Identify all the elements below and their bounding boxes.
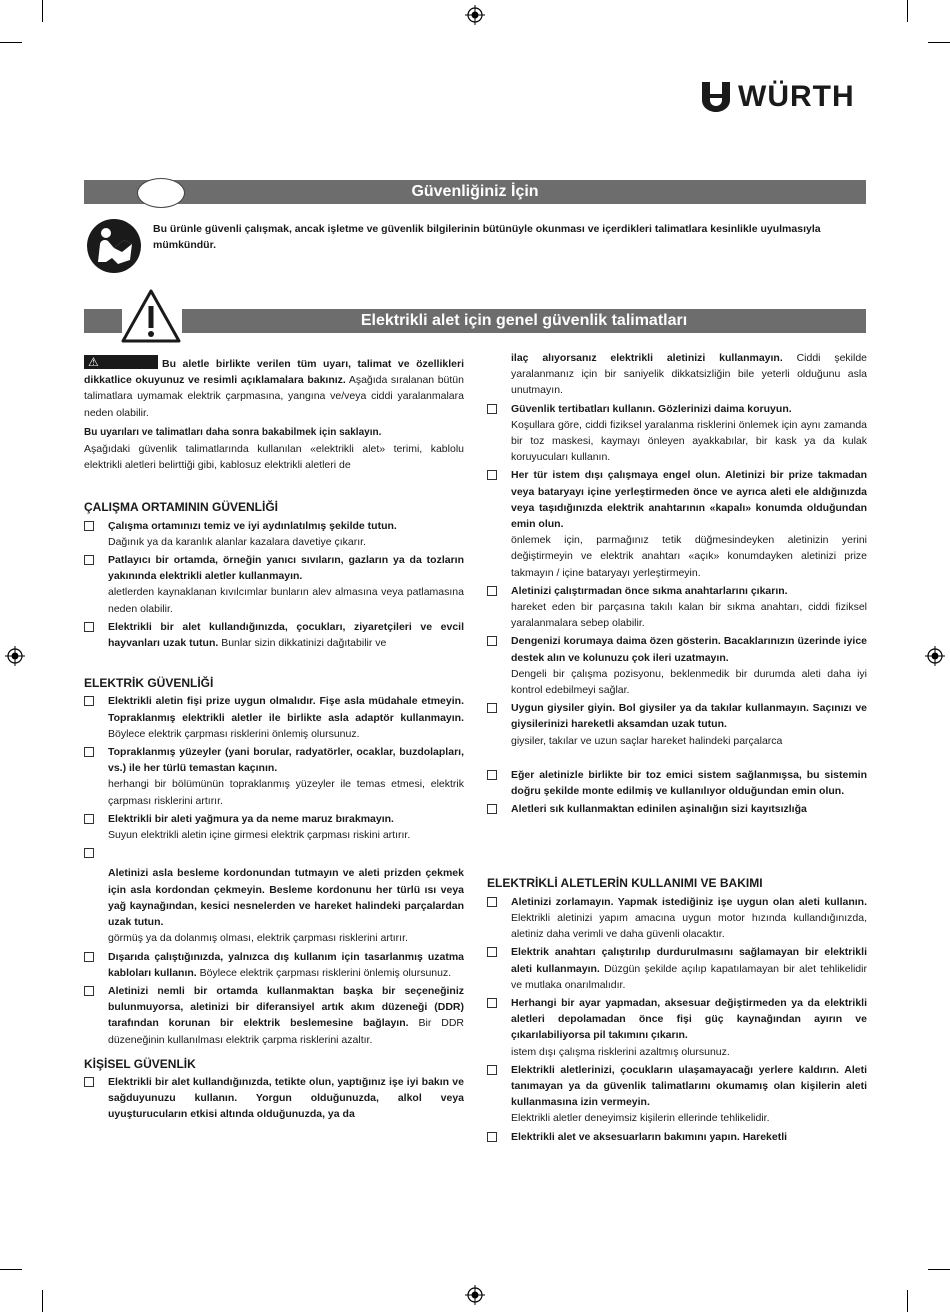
heading-tool-use: ELEKTRİKLİ ALETLERİN KULLANIMI VE BAKIMI <box>487 876 763 891</box>
item-bold: Güvenlik tertibatları kullanın. Gözlerinizi daima koruyun. <box>511 402 792 415</box>
section-header-title: Güvenliğiniz İçin <box>411 183 539 200</box>
item-text: Böylece elektrik çarpması risklerini önlemiş olursunuz. <box>108 727 360 740</box>
crop-mark <box>907 1290 908 1312</box>
item-bold: Elektrik anahtarı çalıştırılıp durdurulmasını sağlamayan bir elektrikli aleti kullanmayın. <box>511 946 867 975</box>
item-bold: Uygun giysiler giyin. Bol giysiler ya da takılar kullanmayın. Saçınızı ve giysilerinizi hareketli aksamdan uzak tutun. <box>511 702 867 731</box>
list-item <box>84 518 464 550</box>
item-bold: Elektrikli aletlerinizi, çocukların ulaşamayacağı yerlere kaldırın. Aleti tanımayan ya da güvenlik talimatlarını okumamış olan kişilerin aleti kullanmasına izin vermeyin. <box>511 1063 867 1109</box>
checkbox-icon <box>487 998 497 1008</box>
registration-mark-icon <box>5 646 25 666</box>
list-item <box>84 983 464 1048</box>
checkbox-icon <box>84 622 94 632</box>
list-item <box>487 1062 867 1127</box>
list-item <box>487 401 867 466</box>
checkbox-icon <box>84 848 94 858</box>
read-manual-icon <box>86 218 142 274</box>
list-item <box>487 944 867 993</box>
checkbox-icon <box>487 1065 497 1075</box>
list-item <box>84 811 464 843</box>
checkbox-icon <box>84 814 94 824</box>
item-text: aletlerden kaynaklanan kıvılcımlar bunların alev almasına veya patlamasına neden olabilir. <box>108 586 464 615</box>
item-bold: Dışarıda çalıştığınızda, yalnızca dış kullanım için tasarlanmış uzatma kabloları kullanın. <box>108 950 464 979</box>
section-header-bar <box>84 180 866 204</box>
checkbox-icon <box>487 703 497 713</box>
item-text: Bunlar sizin dikkatinizi dağıtabilir ve <box>221 637 387 650</box>
warning-badge-icon: ⚠ <box>88 355 99 369</box>
item-text: Bir DDR düzeneğinin kullanılması elektrik çarpma risklerini azaltır. <box>108 1017 465 1046</box>
list-item <box>84 744 464 809</box>
item-bold: Elektrikli bir aleti yağmura ya da neme maruz bırakmayın. <box>108 812 394 825</box>
list-item <box>487 583 867 632</box>
checkbox-icon <box>487 470 497 480</box>
right-column <box>487 350 867 1145</box>
item-text: herhangi bir bölümünün topraklanmış yüzeyler ile temas etmesi, elektrik çarpması risklerini artırır. <box>108 778 464 807</box>
checkbox-icon <box>487 1132 497 1142</box>
list-item <box>487 467 867 580</box>
item-text: Koşullara göre, ciddi fiziksel yaralanma risklerini önlemek için aynı zamanda bir toz maskesi, kaymayı önleyen ayakkabılar, bir kask ya da kulak koruyucuları kullanın. <box>511 418 867 464</box>
crop-mark <box>907 0 908 22</box>
crop-mark <box>0 42 22 43</box>
crop-mark <box>0 1269 22 1270</box>
item-text: Elektrikli aletinizi yapım amacına uygun motor hızında kullandığınızda, aletiniz daha verimli ve daha güvenli olacaktır. <box>511 911 867 941</box>
list-item <box>487 1129 867 1145</box>
wurth-logo <box>700 80 855 114</box>
list-item <box>487 633 867 698</box>
checkbox-icon <box>84 952 94 962</box>
checkbox-icon <box>84 521 94 531</box>
item-text: Düzgün şekilde açılıp kapatılamayan bir alet tehlikelidir ve mutlaka onarılmalıdır. <box>511 962 867 991</box>
intro-text: Bu ürünle güvenli çalışmak, ancak işletme ve güvenlik bilgilerinin bütünüyle okunması ve içerdikleri talimatlara kesinlikle uyulmasıyla mümkündür. <box>153 223 821 251</box>
continued-item <box>487 350 867 399</box>
item-text: hareket eden bir parçasına takılı kalan bir sıkma anahtarı, ciddi fiziksel yaralanmalara sebep olabilir. <box>511 601 867 630</box>
heading-electrical-safety: ELEKTRİK GÜVENLİĞİ <box>84 676 214 691</box>
list-item <box>487 801 867 817</box>
item-bold: Patlayıcı bir ortamda, örneğin yanıcı sıvıların, gazların ya da tozların yakınında elektrikli aletler kullanmayın. <box>108 554 464 583</box>
heading-personal-safety: KİŞİSEL GÜVENLİK <box>84 1056 196 1071</box>
item-bold: Aletinizi asla besleme kordonundan tutmayın ve aleti prizden çekmek için asla kordondan çekmeyin. Besleme kordonunu her türlü ısı veya yağ kaynağından, kesici nesnelerden ve hareket halindeki parçalardan uzak tutun. <box>108 867 464 929</box>
checkbox-icon <box>487 804 497 814</box>
keep-text: Aşağıdaki güvenlik talimatlarında kullanılan «elektrikli alet» terimi, kablolu elektrikli aletleri belirttiği gibi, kablosuz elektrikli aletleri de <box>84 443 464 472</box>
warning-badge <box>84 355 158 369</box>
list-item <box>84 619 464 651</box>
checkbox-icon <box>487 770 497 780</box>
item-bold: Dengenizi korumaya daima özen gösterin. Bacaklarınızın üzerinde iyice destek alın ve kolunuzu çok ileri uzatmayın. <box>511 635 867 664</box>
list-item <box>487 995 867 1060</box>
item-bold: Aletleri sık kullanmaktan edinilen aşinalığın sizi kayıtsızlığa <box>511 803 807 816</box>
list-item <box>84 693 464 742</box>
item-text: görmüş ya da dolanmış olması, elektrik çarpması risklerini artırır. <box>108 932 408 945</box>
checkbox-icon <box>487 636 497 646</box>
item-text: giysiler, takılar ve uzun saçlar hareket halindeki parçalarca <box>511 734 783 747</box>
checkbox-icon <box>84 696 94 706</box>
keep-instructions: Bu uyarıları ve talimatları daha sonra bakabilmek için saklayın. <box>84 426 382 438</box>
list-item <box>84 949 464 981</box>
item-bold: Aletinizi nemli bir ortamda kullanmaktan başka bir seçeneğiniz bulunmuyorsa, aletinizi bir diferansiyel artık akım düzeneği (DDR) tarafından korunan bir elektrik beslemesine bağlayın. <box>108 984 464 1030</box>
item-text: Elektrikli aletler deneyimsiz kişilerin ellerinde tehlikelidir. <box>511 1112 770 1125</box>
section-title: Elektrikli alet için genel güvenlik talimatları <box>360 312 688 329</box>
section-title-bar <box>182 309 866 333</box>
registration-mark-icon <box>465 1285 485 1305</box>
item-bold: ilaç alıyorsanız elektrikli aletinizi kullanmayın. <box>511 352 783 364</box>
item-text: Dengeli bir çalışma pozisyonu, beklenmedik bir durumda aleti daha iyi kontrol edebilmeyi sağlar. <box>511 667 867 697</box>
item-text: Böylece elektrik çarpması risklerini önlemiş olursunuz. <box>199 966 452 979</box>
warning-bold-text: Bu aletle birlikte verilen tüm uyarı, talimat ve özellikleri dikkatlice okuyunuz ve resimli açıklamalara bakınız. <box>84 358 464 387</box>
warning-triangle-icon <box>120 288 182 344</box>
section-title-bar-left <box>84 309 122 333</box>
logo-text: WÜRTH <box>738 80 855 113</box>
registration-mark-icon <box>465 5 485 25</box>
crop-mark <box>928 1269 950 1270</box>
checkbox-icon <box>84 986 94 996</box>
item-text: Ciddi şekilde yaralanmanız için bir saniyelik dikkatsizliğin bile yeterli olduğunu asla unutmayın. <box>511 352 868 397</box>
item-text: önlemek için, parmağınız tetik düğmesindeyken aletinizin yerini değiştirmeyin ve elektrik anahtarı «açık» konumdayken aletinizi prize takmayın / içine bataryayı yerleştirmeyin. <box>511 534 867 579</box>
item-text: Suyun elektrikli aletin içine girmesi elektrik çarpması riskini artırır. <box>108 829 411 842</box>
heading-work-area: ÇALIŞMA ORTAMININ GÜVENLİĞİ <box>84 500 278 515</box>
checkbox-icon <box>84 747 94 757</box>
item-bold: Herhangi bir ayar yapmadan, aksesuar değiştirmeden ya da elektrikli aletleri depolamadan önce fişi güç kaynağından ayırın ve çıkarılabiliyorsa pil takımını çıkarın. <box>511 996 867 1042</box>
list-item <box>487 767 867 799</box>
item-bold: Aletinizi zorlamayın. Yapmak istediğiniz işe uygun olan aleti kullanın. <box>511 895 867 908</box>
checkbox-icon <box>84 555 94 565</box>
warning-paragraph <box>84 355 464 421</box>
list-item <box>84 552 464 617</box>
registration-mark-icon <box>925 646 945 666</box>
crop-mark <box>928 42 950 43</box>
item-bold: Elektrikli aletin fişi prize uygun olmalıdır. Fişe asla müdahale etmeyin. Topraklanmış elektrikli aletler ile birlikte asla adaptör kullanmayın. <box>108 695 464 724</box>
left-column <box>84 355 464 1123</box>
item-text: istem dışı çalışma risklerini azaltmış olursunuz. <box>511 1045 730 1058</box>
warning-text: Aşağıda sıralanan bütün talimatlara uymamak elektrik çarpmasına, yangına ve/veya ciddi yaralanmalara neden olabilir. <box>84 374 464 419</box>
wurth-logo-icon <box>700 80 732 114</box>
language-oval <box>137 178 185 208</box>
crop-mark <box>42 0 43 22</box>
item-bold: Eğer aletinizle birlikte bir toz emici sistem sağlanmışsa, bu sistemin doğru şekilde monte edilmiş ve kullanılıyor olduğundan emin olun. <box>511 768 867 798</box>
list-item <box>487 894 867 943</box>
item-bold: Elektrikli bir alet kullandığınızda, çocukları, ziyaretçileri ve evcil hayvanları uzak tutun. <box>108 620 464 650</box>
item-bold: Elektrikli bir alet kullandığınızda, tetikte olun, yaptığınız işe iyi bakın ve sağduyunuzu kullanın. Yorgun olduğunuzda, alkol veya uyuşturucuların etkisi altında olduğunuzda, ya da <box>108 1075 464 1121</box>
item-bold: Her tür istem dışı çalışmaya engel olun. Aletinizi bir prize takmadan veya bataryayı içine yerleştirmeden önce ve ayrıca aleti ele aldığınızda veya taşıdığınızda elektrik anahtarının «kapalı» konumda olduğundan emin olun. <box>511 469 867 531</box>
item-bold: Elektrikli alet ve aksesuarların bakımını yapın. Hareketli <box>511 1130 788 1143</box>
checkbox-icon <box>487 586 497 596</box>
checkbox-icon <box>487 897 497 907</box>
item-bold: Aletinizi çalıştırmadan önce sıkma anahtarlarını çıkarın. <box>511 584 788 597</box>
list-item <box>84 1074 464 1123</box>
checkbox-icon <box>487 947 497 957</box>
list-item <box>487 700 867 749</box>
list-item <box>84 845 464 946</box>
item-bold: Çalışma ortamınızı temiz ve iyi aydınlatılmış şekilde tutun. <box>108 519 397 532</box>
item-text: Dağınık ya da karanlık alanlar kazalara davetiye çıkarır. <box>108 535 366 548</box>
crop-mark <box>42 1290 43 1312</box>
checkbox-icon <box>487 404 497 414</box>
item-bold: Topraklanmış yüzeyler (yani borular, radyatörler, ocaklar, buzdolapları, vs.) ile her türlü temastan kaçının. <box>108 746 464 775</box>
checkbox-icon <box>84 1077 94 1087</box>
